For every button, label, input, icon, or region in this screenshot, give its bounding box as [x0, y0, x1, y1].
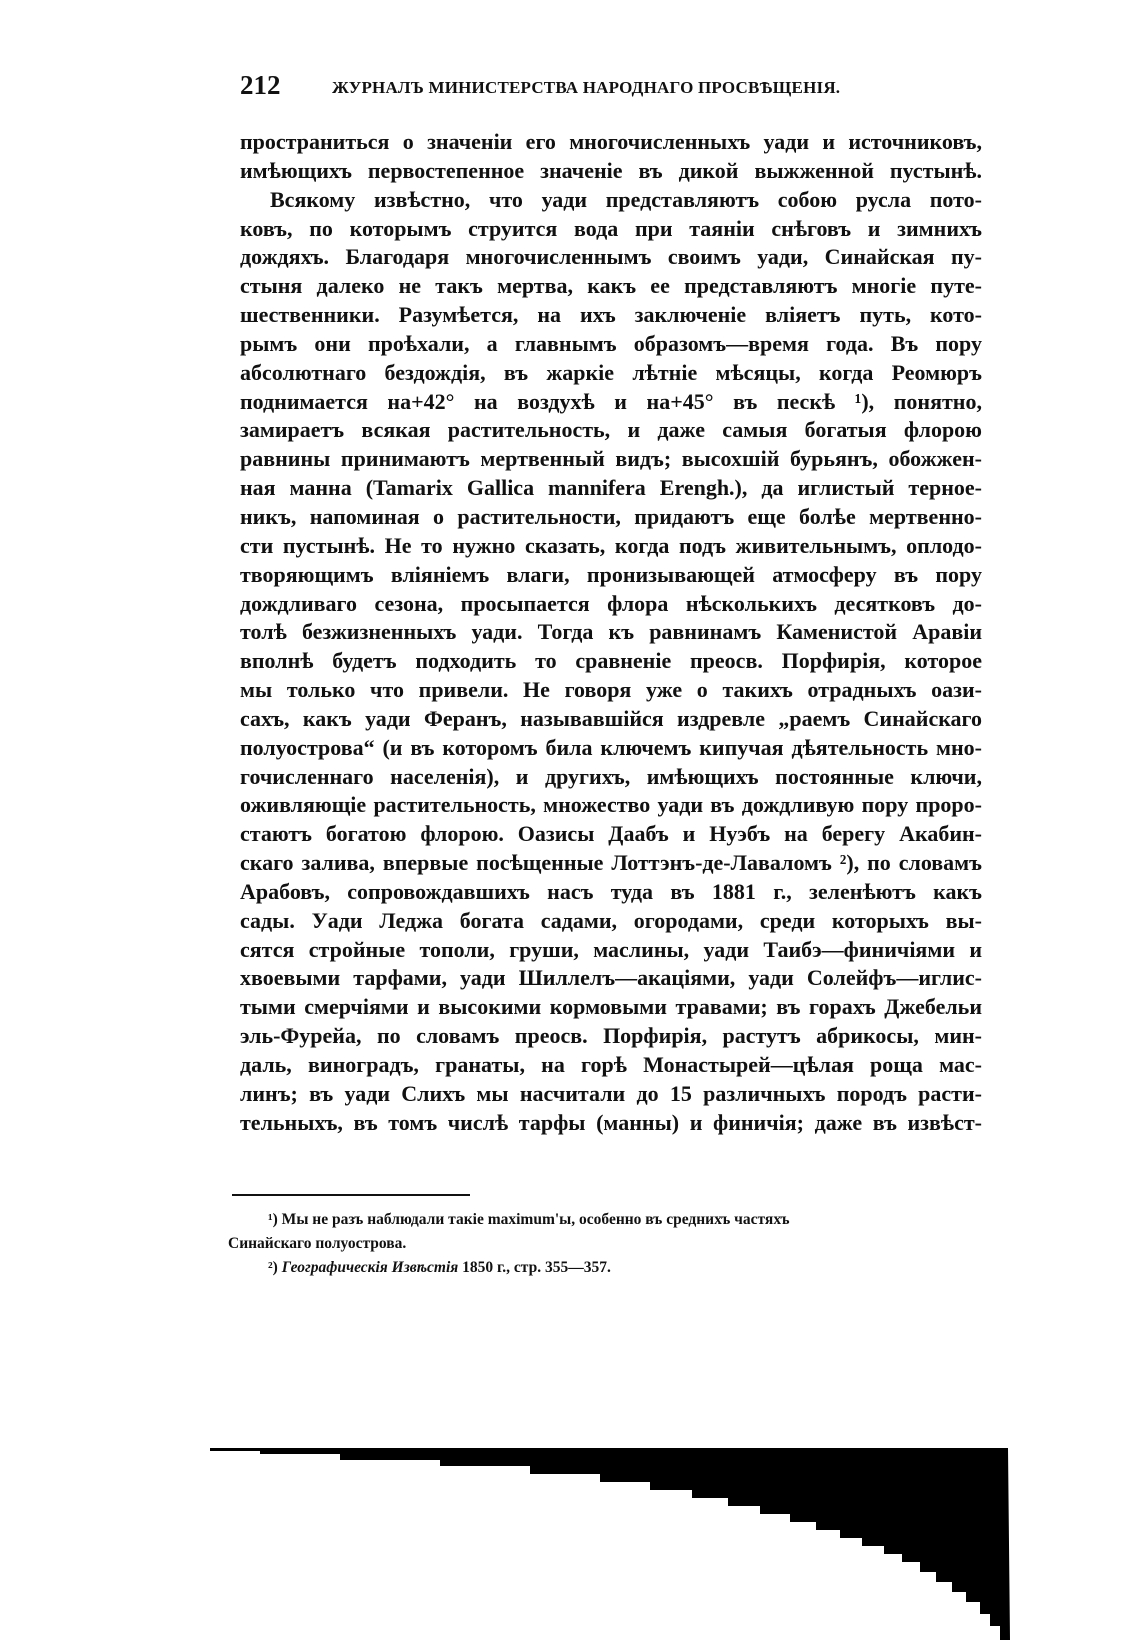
- text-line: никъ, напоминая о растительности, придаютъ еще болѣе мертвенно-: [240, 503, 982, 529]
- text-line: стаютъ богатою флорою. Оазисы Даабъ и Нуэбъ на берегу Акабин-: [240, 821, 982, 847]
- running-title: ЖУРНАЛЪ МИНИСТЕРСТВА НАРОДНАГО ПРОСВѢЩЕНІЯ.: [332, 78, 841, 97]
- footnote-1-continuation: Синайскаго полуострова.: [228, 1235, 407, 1252]
- text-line: эль-Фурейа, по словамъ преосв. Порфирія, растутъ абрикосы, мин-: [240, 1023, 982, 1049]
- text-line: вполнѣ будетъ подходить то сравненіе преосв. Порфирія, которое: [240, 648, 982, 674]
- text-line: равнины принимаютъ мертвенный видъ; высохшій бурьянъ, обожжен-: [240, 446, 982, 472]
- text-line: сахъ, какъ уади Феранъ, называвшійся издревле „раемъ Синайскаго: [240, 705, 982, 731]
- text-line: рымъ они проѣхали, а главнымъ образомъ—время года. Въ пору: [240, 330, 982, 356]
- footnote-2-title: Географическія Извѣстія: [281, 1259, 459, 1276]
- text-line: скаго залива, впервые посѣщенные Лоттэнъ-де-Лаваломъ ²), по словамъ: [240, 850, 982, 876]
- footnote-2: [228, 1256, 980, 1280]
- footnote-divider: [232, 1194, 470, 1196]
- text-line: абсолютнаго бездождія, въ жаркіе лѣтніе мѣсяцы, когда Реомюръ: [240, 359, 982, 385]
- text-line: Арабовъ, сопровождавшихъ насъ туда въ 1881 г., зеленѣютъ какъ: [240, 878, 982, 904]
- footnote-1: ¹) Мы не разъ наблюдали такіе maximum'ы, особенно въ среднихъ частяхъ: [268, 1211, 790, 1228]
- text-line: ковъ, по которымъ струится вода при таяніи снѣговъ и зимнихъ: [240, 215, 982, 241]
- text-line: мы только что привели. Не говоря уже о такихъ отрадныхъ оази-: [240, 677, 982, 703]
- text-line: замираетъ всякая растительность, и даже самыя богатыя флорою: [240, 417, 982, 443]
- text-line: хвоевыми тарфами, уади Шиллелъ—акаціями, уади Солейфъ—иглис-: [240, 965, 982, 991]
- text-line: линъ; въ уади Слихъ мы насчитали до 15 различныхъ породъ расти-: [240, 1080, 982, 1106]
- text-line: даль, виноградъ, гранаты, на горѣ Монастырей—цѣлая роща мас-: [240, 1052, 982, 1077]
- text-line: сятся стройные тополи, груши, маслины, уади Таибэ—финичіями и: [240, 936, 982, 962]
- text-line: полуострова“ (и въ которомъ била ключемъ кипучая дѣятельность мно-: [240, 734, 982, 760]
- footnote-2-rest: 1850 г., стр. 355—357.: [458, 1259, 611, 1276]
- text-line: творяющимъ вліяніемъ влаги, пронизывающей атмосферу въ пору: [240, 561, 982, 587]
- text-line: пространиться о значеніи его многочисленныхъ уади и источниковъ,: [240, 129, 982, 154]
- footnotes: [228, 1208, 980, 1280]
- text-line: сти пустынѣ. Не то нужно сказать, когда подъ живительнымъ, оплодо-: [240, 532, 982, 558]
- text-line: поднимается на+42° на воздухѣ и на+45° въ пескѣ ¹), понятно,: [240, 388, 982, 414]
- text-line: гочисленнаго населенія), и другихъ, имѣющихъ постоянные ключи,: [240, 763, 982, 789]
- text-line: оживляющіе растительность, множество уади въ дождливую пору проро-: [240, 792, 982, 818]
- text-line: Всякому извѣстно, что уади представляютъ собою русла пото-: [270, 186, 982, 212]
- page-number: 212: [240, 70, 281, 100]
- text-line: имѣющихъ первостепенное значеніе въ дикой выжженной пустынѣ.: [240, 157, 982, 183]
- text-line: шественники. Разумѣется, на ихъ заключеніе вліяетъ путь, кото-: [240, 302, 982, 328]
- text-line: толѣ безжизненныхъ уади. Тогда къ равнинамъ Каменистой Аравіи: [240, 619, 982, 645]
- text-line: сады. Уади Леджа богата садами, огородами, среди которыхъ вы-: [240, 907, 982, 933]
- text-line: ная манна (Tamarix Gallica mannifera Erengh.), да иглистый терное-: [240, 475, 982, 501]
- text-line: дождливаго сезона, просыпается флора нѣсколькихъ десятковъ до-: [240, 590, 982, 616]
- text-line: тельныхъ, въ томъ числѣ тарфы (манны) и финичія; даже въ извѣст-: [240, 1109, 982, 1135]
- text-line: стыня далеко не такъ мертва, какъ ее представляютъ многіе путе-: [240, 273, 982, 299]
- text-line: тыми смерчіями и высокими кормовыми травами; въ горахъ Джебельи: [240, 994, 982, 1020]
- page-header: [240, 70, 980, 110]
- footnote-2-marker: ²): [268, 1259, 282, 1276]
- text-line: дождяхъ. Благодаря многочисленнымъ своимъ уади, Синайская пу-: [240, 244, 982, 270]
- body-text: [240, 128, 982, 1138]
